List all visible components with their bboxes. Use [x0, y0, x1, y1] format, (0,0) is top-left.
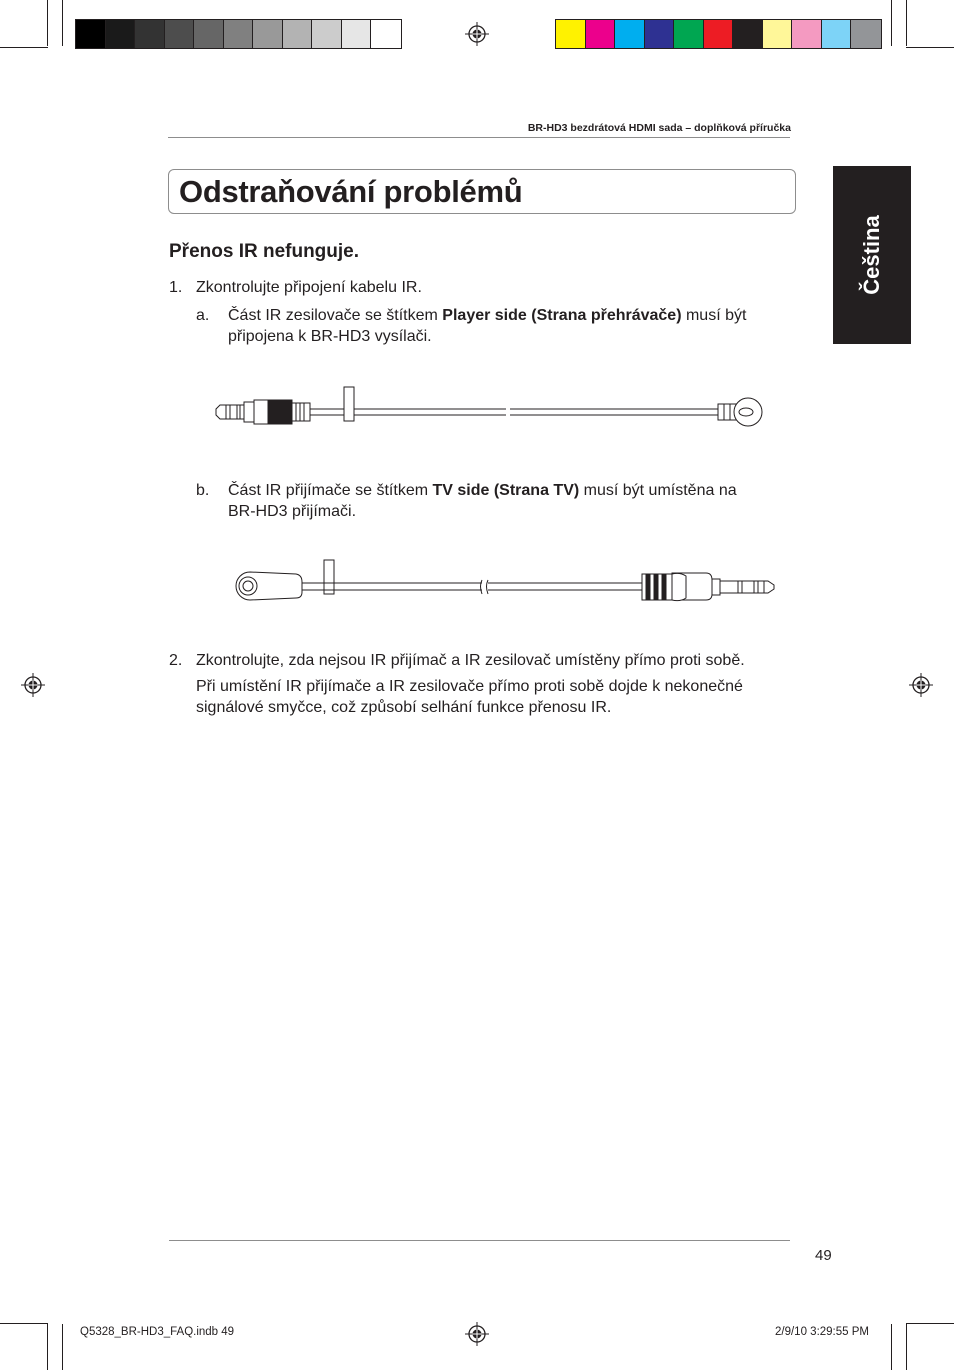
color-swatch [851, 20, 881, 48]
gray-swatch [224, 20, 254, 48]
substep-a-bold: Player side (Strana přehrávače) [442, 307, 682, 324]
substep-letter: a. [196, 307, 210, 324]
substep-a-line2: připojena k BR-HD3 vysílači. [228, 328, 432, 345]
gray-swatch [135, 20, 165, 48]
step-number: 1. [169, 279, 183, 296]
gray-swatch [106, 20, 136, 48]
registration-mark-icon [909, 673, 933, 697]
step-text: Zkontrolujte připojení kabelu IR. [196, 279, 422, 296]
step2-note-line2: signálové smyčce, což způsobí selhání funkce přenosu IR. [196, 699, 612, 716]
substep-a-text [228, 305, 788, 347]
slug-timestamp: 2/9/10 3:29:55 PM [775, 1326, 869, 1338]
color-swatch [556, 20, 586, 48]
running-header: BR-HD3 bezdrátová HDMI sada – doplňková příručka [527, 122, 791, 134]
substep-letter: b. [196, 482, 210, 499]
gray-swatch [165, 20, 195, 48]
grayscale-color-bar [75, 19, 402, 49]
gray-swatch [283, 20, 313, 48]
substep-b-post: musí být umístěna na [579, 482, 737, 499]
footer-rule [169, 1240, 790, 1241]
gray-swatch [253, 20, 283, 48]
section-heading: Přenos IR nefunguje. [169, 241, 360, 262]
color-swatch [763, 20, 793, 48]
language-tab [833, 166, 911, 344]
substep-b-text [228, 480, 788, 522]
color-swatch [792, 20, 822, 48]
color-swatch [645, 20, 675, 48]
page-title-box [168, 169, 796, 214]
step2-note [196, 676, 796, 718]
ir-receiver-cable-illustration [230, 558, 782, 614]
substep-a-post: musí být [681, 307, 747, 324]
language-tab-label: Čeština [859, 215, 884, 295]
registration-mark-icon [465, 22, 489, 46]
slug-file-info: Q5328_BR-HD3_FAQ.indb 49 [80, 1326, 235, 1338]
substep-b-pre: Část IR přijímače se štítkem [228, 482, 433, 499]
header-rule [168, 137, 790, 138]
color-swatch [822, 20, 852, 48]
color-swatch [704, 20, 734, 48]
registration-mark-icon [21, 673, 45, 697]
gray-swatch [312, 20, 342, 48]
page-number: 49 [815, 1247, 832, 1264]
process-color-bar [555, 19, 882, 49]
color-swatch [674, 20, 704, 48]
substep-b-bold: TV side (Strana TV) [432, 482, 580, 499]
substep-b-line2: BR-HD3 přijímači. [228, 503, 357, 520]
footer-rule [866, 1241, 867, 1242]
gray-swatch [371, 20, 401, 48]
gray-swatch [342, 20, 372, 48]
step2-text: Zkontrolujte, zda nejsou IR přijímač a IR zesilovač umístěny přímo proti sobě. [196, 652, 745, 669]
gray-swatch [194, 20, 224, 48]
substep-a-pre: Část IR zesilovače se štítkem [228, 307, 443, 324]
gray-swatch [76, 20, 106, 48]
ir-blaster-cable-illustration [210, 385, 770, 435]
page-title: Odstraňování problémů [179, 174, 523, 209]
registration-mark-icon [465, 1322, 489, 1346]
color-swatch [733, 20, 763, 48]
step2-note-line1: Při umístění IR přijímače a IR zesilovače přímo proti sobě dojde k nekonečné [196, 678, 743, 695]
step-number: 2. [169, 652, 183, 669]
color-swatch [615, 20, 645, 48]
color-swatch [586, 20, 616, 48]
